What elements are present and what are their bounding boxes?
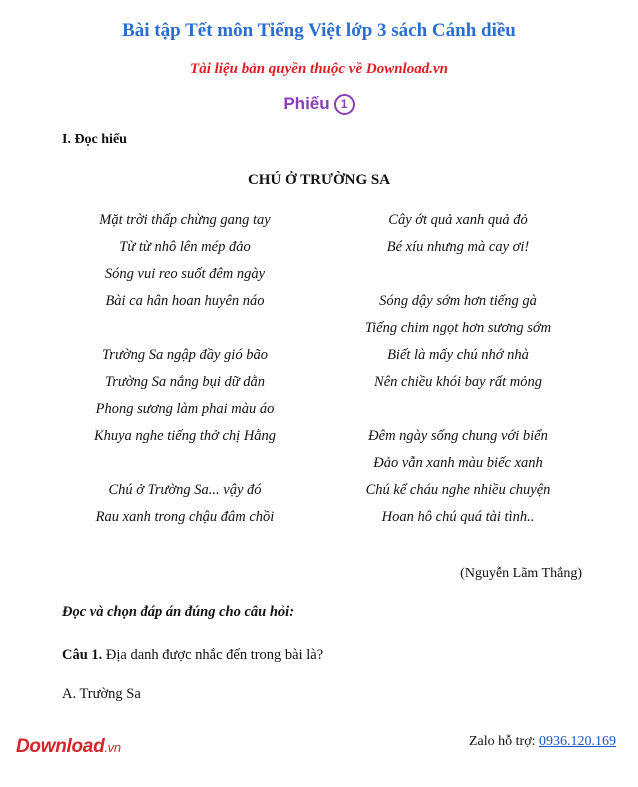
support-contact <box>469 734 616 750</box>
poem-line: Biết là mấy chú nhớ nhà <box>387 347 529 363</box>
poem-column-right <box>328 207 588 531</box>
poem-line: Bài ca hân hoan huyên náo <box>105 293 265 309</box>
poem-line: Hoan hô chú quá tài tình.. <box>381 509 535 525</box>
poem-line: Tiếng chim ngọt hơn sương sớm <box>364 320 552 336</box>
poem-line: Chú ở Trường Sa... vậy đó <box>108 482 262 498</box>
worksheet-number-badge: 1 <box>334 94 355 115</box>
poem-line: Trường Sa nắng bụi dữ dằn <box>104 374 266 390</box>
document-title: Bài tập Tết môn Tiếng Việt lớp 3 sách Cánh diều <box>122 20 516 41</box>
poem-line: Bé xíu nhưng mà cay ơi! <box>386 239 530 255</box>
question-label: Câu 1. <box>62 647 103 663</box>
answer-option-a[interactable]: A. Trường Sa <box>62 686 141 702</box>
poem-line: Sóng vui reo suốt đêm ngày <box>104 266 266 282</box>
logo-main: Download <box>16 736 105 757</box>
question-text: Địa danh được nhắc đến trong bài là? <box>102 647 324 663</box>
poem-line: Nên chiều khói bay rất mỏng <box>374 374 542 390</box>
poem-line <box>55 450 315 477</box>
support-label: Zalo hỗ trợ: <box>469 734 539 749</box>
poem-line: Đêm ngày sống chung với biển <box>368 428 548 444</box>
logo-suffix: .vn <box>104 740 121 755</box>
poem-line: Rau xanh trong chậu đâm chồi <box>95 509 275 525</box>
poem-author: (Nguyễn Lãm Thắng) <box>460 566 582 581</box>
poem-line: Mặt trời thấp chừng gang tay <box>99 212 271 228</box>
poem-column-left <box>55 207 315 531</box>
support-phone-link[interactable]: 0936.120.169 <box>539 734 616 749</box>
poem-line: Sóng dậy sớm hơn tiếng gà <box>379 293 537 309</box>
poem-line: Đảo vẫn xanh màu biếc xanh <box>373 455 543 471</box>
poem-line: Phong sương làm phai màu áo <box>95 401 275 417</box>
worksheet-label <box>0 94 638 115</box>
copyright-notice: Tài liệu bản quyền thuộc về Download.vn <box>190 61 448 77</box>
poem-line: Khuya nghe tiếng thở chị Hằng <box>93 428 277 444</box>
poem-line: Cây ớt quả xanh quả đỏ <box>388 212 528 228</box>
poem-line: Trường Sa ngập đầy gió bão <box>102 347 268 363</box>
poem-line: Từ từ nhô lên mép đảo <box>119 239 251 255</box>
poem-line <box>55 315 315 342</box>
poem-line: Chú kể cháu nghe nhiều chuyện <box>365 482 551 498</box>
poem-title: CHÚ Ở TRƯỜNG SA <box>247 172 391 188</box>
worksheet-label-text: Phiếu <box>283 94 330 113</box>
poem-line <box>328 396 588 423</box>
poem-line <box>328 261 588 288</box>
download-logo[interactable] <box>16 736 121 758</box>
exercise-instruction: Đọc và chọn đáp án đúng cho câu hỏi: <box>62 604 295 620</box>
question-1 <box>62 647 323 664</box>
section-heading: I. Đọc hiểu <box>62 132 127 147</box>
